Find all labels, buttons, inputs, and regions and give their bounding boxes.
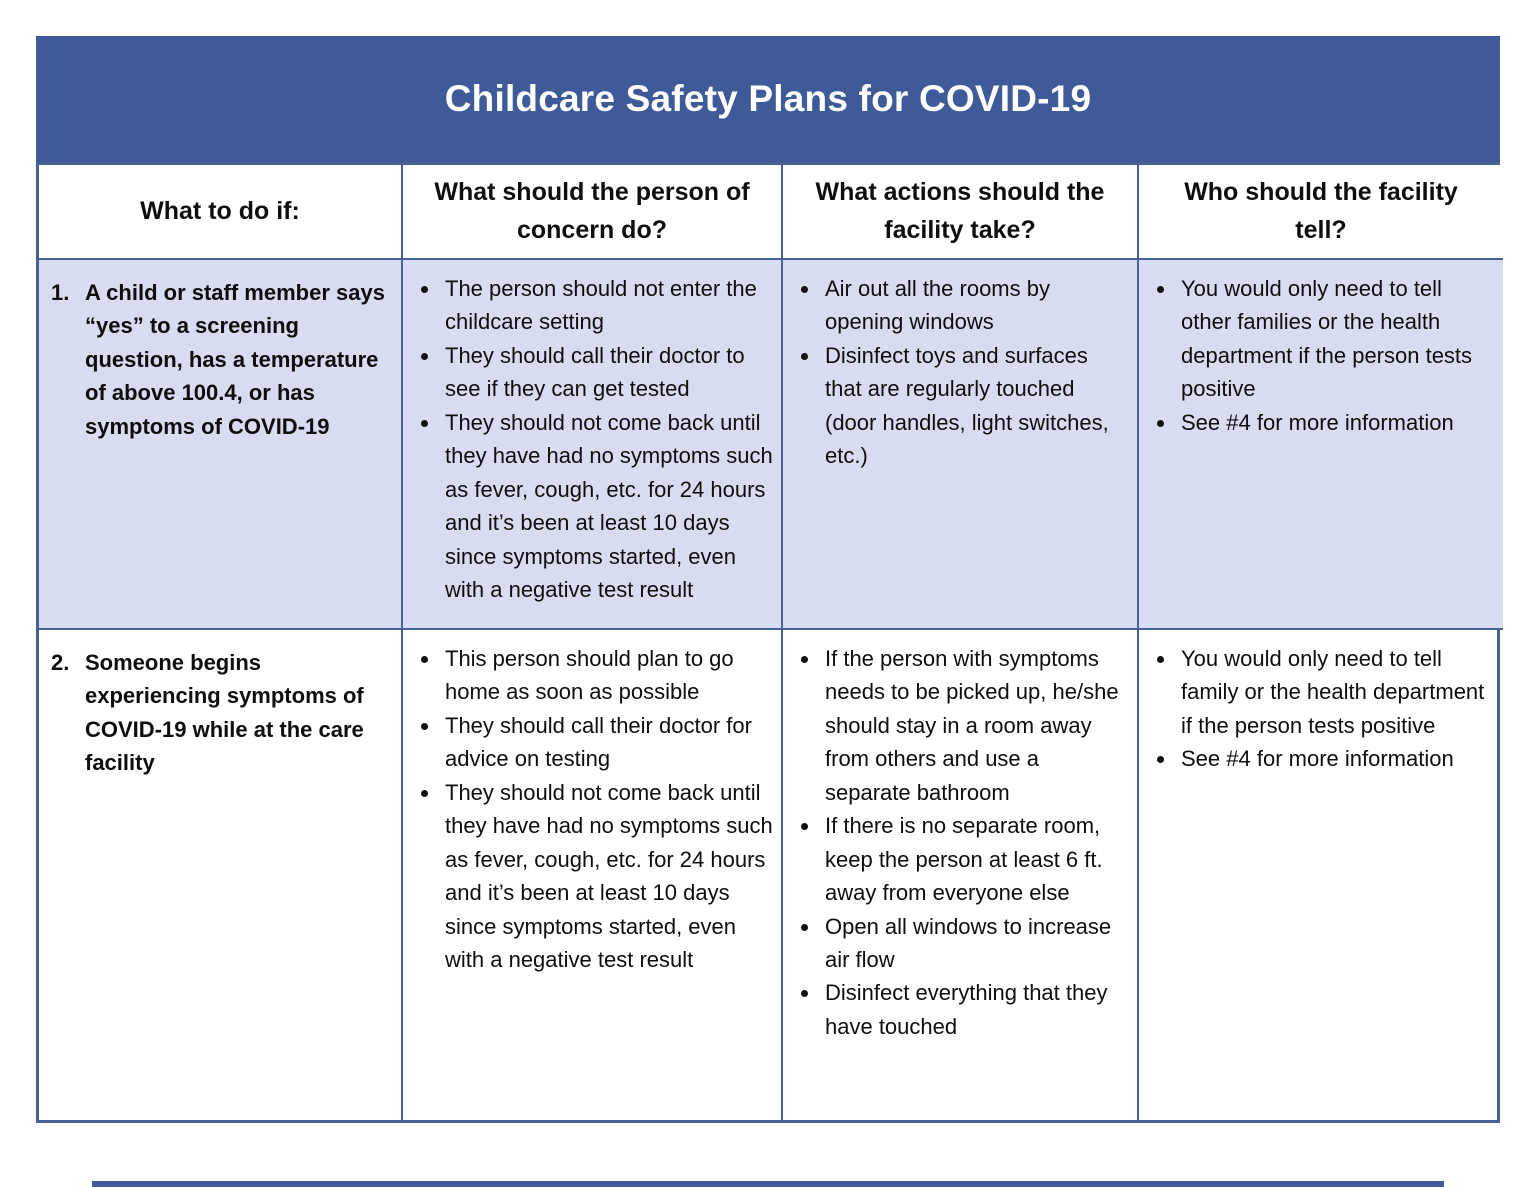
column-header-facility-tell: Who should the facility tell?	[1139, 165, 1503, 260]
row1-facility-tell-cell	[1139, 260, 1503, 630]
column-header-facility-actions: What actions should the facility take?	[783, 165, 1139, 260]
bullet-item: • Disinfect everything that they have touched	[821, 976, 1129, 1043]
row1-scenario-cell	[39, 260, 403, 630]
bullet-item: • Disinfect toys and surfaces that are regularly touched (door handles, light switches, etc.)	[821, 339, 1129, 473]
row2-scenario-cell	[39, 630, 403, 1120]
bullet-item: • They should call their doctor for advice on testing	[441, 709, 773, 776]
column-header-what-to-do-if: What to do if:	[39, 165, 403, 260]
title-banner	[36, 36, 1500, 162]
column-header-person-of-concern: What should the person of concern do?	[403, 165, 783, 260]
scenario-number: 2.	[51, 650, 70, 675]
row2-person-actions-cell	[403, 630, 783, 1120]
row2-facility-actions-cell	[783, 630, 1139, 1120]
document-title: Childcare Safety Plans for COVID-19	[444, 78, 1092, 119]
bullet-item: • If the person with symptoms needs to be picked up, he/she should stay in a room away from others and use a separate bathroom	[821, 642, 1129, 809]
bullet-list	[789, 642, 1129, 1043]
bullet-item: • This person should plan to go home as soon as possible	[441, 642, 773, 709]
scenario-number: 1.	[51, 280, 70, 305]
bullet-item: • See #4 for more information	[1177, 742, 1495, 775]
bullet-item: • Air out all the rooms by opening windows	[821, 272, 1129, 339]
bullet-item: • You would only need to tell family or the health department if the person tests positive	[1177, 642, 1495, 742]
bullet-item: • They should not come back until they have had no symptoms such as fever, cough, etc. for 24 hours and it’s been at least 10 days since symptoms started, even with a negative test result	[441, 776, 773, 977]
bullet-item: • They should call their doctor to see if they can get tested	[441, 339, 773, 406]
scenario-text: Someone begins experiencing symptoms of COVID-19 while at the care facility	[85, 650, 364, 776]
bullet-list	[409, 272, 773, 606]
bullet-list	[1145, 272, 1495, 439]
bullet-item: • If there is no separate room, keep the person at least 6 ft. away from everyone else	[821, 809, 1129, 909]
next-page-header-strip	[92, 1181, 1444, 1187]
row1-facility-actions-cell	[783, 260, 1139, 630]
bullet-list	[409, 642, 773, 976]
bullet-item: • They should not come back until they have had no symptoms such as fever, cough, etc. for 24 hours and it’s been at least 10 days since symptoms started, even with a negative test result	[441, 406, 773, 607]
row2-facility-tell-cell	[1139, 630, 1503, 1120]
scenario-item	[51, 276, 389, 443]
bullet-item: • The person should not enter the childcare setting	[441, 272, 773, 339]
bullet-list	[1145, 642, 1495, 776]
safety-plan-table	[36, 162, 1500, 1123]
row1-person-actions-cell	[403, 260, 783, 630]
scenario-item	[51, 646, 389, 780]
scenario-text: A child or staff member says “yes” to a screening question, has a temperature of above 100.4, or has symptoms of COVID-19	[85, 280, 385, 439]
bullet-item: • You would only need to tell other families or the health department if the person tests positive	[1177, 272, 1495, 406]
bullet-list	[789, 272, 1129, 473]
bullet-item: • See #4 for more information	[1177, 406, 1495, 439]
bullet-item: • Open all windows to increase air flow	[821, 910, 1129, 977]
